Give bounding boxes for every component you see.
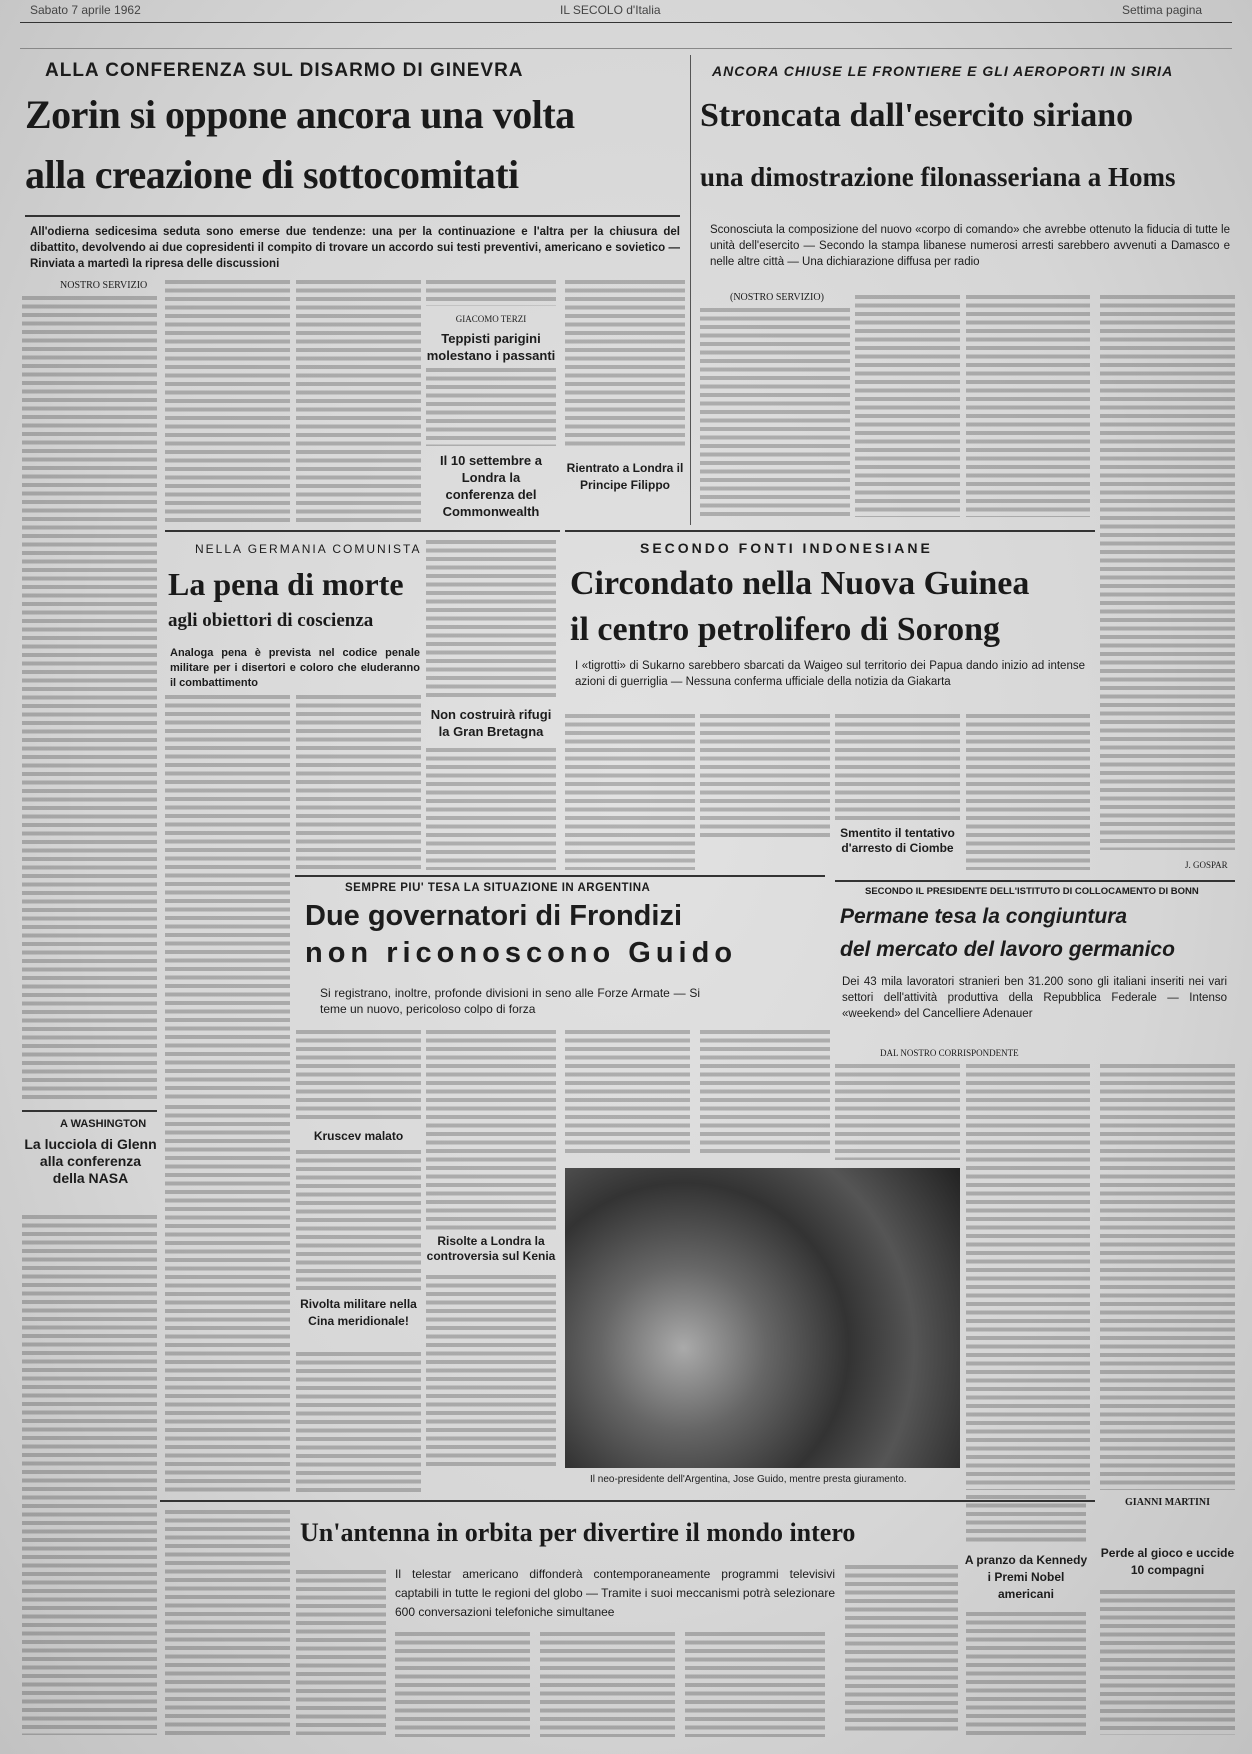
bonn-kicker: SECONDO IL PRESIDENTE DELL'ISTITUTO DI COLLOCAMENTO DI BONN	[865, 886, 1199, 897]
body-text	[165, 695, 290, 1100]
syria-byline: (NOSTRO SERVIZIO)	[730, 292, 824, 303]
rule	[20, 48, 1232, 49]
body-text	[426, 368, 556, 446]
body-text	[966, 1064, 1090, 1490]
body-text	[296, 1352, 421, 1495]
photo-caption: Il neo-presidente dell'Argentina, Jose Guido, mentre presta giuramento.	[590, 1474, 907, 1485]
argentina-summary: Si registrano, inoltre, profonde divisioni in seno alle Forze Armate — Si teme un nuovo, pericoloso colpo di forza	[320, 986, 700, 1016]
geneva-headline: Zorin si oppone ancora una volta	[25, 92, 575, 137]
rule	[160, 1500, 1095, 1502]
column-divider	[690, 55, 691, 525]
body-text	[22, 1215, 157, 1735]
body-text	[966, 1612, 1086, 1735]
bonn-byline: DAL NOSTRO CORRISPONDENTE	[880, 1048, 1019, 1058]
kenya-brief-title: Risolte a Londra la controversia sul Kenia	[426, 1234, 556, 1263]
germany-kicker: NELLA GERMANIA COMUNISTA	[195, 542, 422, 556]
indonesia-summary: I «tigrotti» di Sukarno sarebbero sbarcati da Waigeo sul territorio dei Papua dando inizio ad intense azioni di guerriglia — Nessuna conferma ufficiale della notizia da Giakarta	[575, 660, 1085, 688]
rule	[835, 880, 1235, 882]
geneva-byline: NOSTRO SERVIZIO	[60, 280, 148, 291]
guido-oath-photo	[565, 1168, 960, 1468]
rule	[25, 215, 680, 217]
syria-headline: Stroncata dall'esercito siriano	[700, 97, 1134, 134]
body-text	[565, 714, 695, 870]
kruscev-brief-title: Kruscev malato	[313, 1129, 404, 1143]
body-text	[700, 714, 830, 840]
issue-date: Sabato 7 aprile 1962	[30, 3, 141, 17]
paris-brief-title: Teppisti parigini molestano i passanti	[426, 331, 556, 363]
body-text	[966, 295, 1090, 517]
geneva-summary: All'odierna sedicesima seduta sono emerse due tendenze: una per la continuazione e l'altra per la chiusura del dibattito, devolvendo ai due copresidenti il compito di trovare un accordo sui testi preventivi, americano e sovietico — Rinviata a martedì la ripresa delle discussioni	[30, 226, 680, 270]
ciombe-brief-title: Smentito il tentativo d'arresto di Ciombe	[840, 826, 955, 855]
body-text	[1100, 1064, 1235, 1490]
body-text	[835, 1064, 960, 1160]
body-text	[700, 308, 850, 518]
syria-kicker: ANCORA CHIUSE LE FRONTIERE E GLI AEROPORTI IN SIRIA	[712, 63, 1174, 79]
martini-byline: GIANNI MARTINI	[1125, 1497, 1210, 1508]
washington-headline-line: della NASA	[52, 1170, 129, 1186]
syria-summary: Sconosciuta la composizione del nuovo «corpo di comando» che avrebbe ottenuto la fiducia di tutte le unità dell'esercito — Secondo la stampa libanese numerosi arresti sarebbero avvenuti a Damasco e nelle altre città — Una dichiarazione diffusa per radio	[710, 224, 1230, 268]
rule	[22, 1110, 157, 1112]
rule	[565, 530, 1095, 532]
telstar-headline: Un'antenna in orbita per divertire il mondo intero	[300, 1518, 856, 1547]
philip-brief-title: Rientrato a Londra il Principe Filippo	[566, 461, 684, 492]
body-text	[565, 280, 685, 450]
indonesia-headline: Circondato nella Nuova Guinea	[570, 565, 1030, 602]
indonesia-kicker: SECONDO FONTI INDONESIANE	[640, 540, 933, 556]
bonn-headline: Permane tesa la congiuntura	[840, 905, 1128, 928]
masthead-rule	[20, 22, 1232, 23]
washington-kicker: A WASHINGTON	[60, 1118, 147, 1130]
body-text	[565, 1030, 690, 1155]
body-text	[540, 1632, 675, 1737]
body-text	[165, 1510, 290, 1735]
bonn-summary: Dei 43 mila lavoratori stranieri ben 31.200 sono gli italiani inseriti nei vari settori dell'attività produttiva della Repubblica Federale — Intenso «weekend» del Cancelliere Adenauer	[842, 976, 1227, 1020]
body-text	[22, 296, 157, 1100]
commonwealth-brief-title: Il 10 settembre a Londra la conferenza del Commonwealth	[440, 453, 542, 519]
china-brief-title: Rivolta militare nella Cina meridionale!	[300, 1297, 417, 1328]
body-text	[426, 1275, 556, 1470]
body-text	[426, 540, 556, 700]
washington-headline-line: La lucciola di Glenn	[24, 1136, 157, 1152]
geneva-kicker: ALLA CONFERENZA SUL DISARMO DI GINEVRA	[45, 60, 524, 81]
body-text	[966, 714, 1090, 870]
body-text	[426, 748, 556, 870]
newspaper-name: IL SECOLO d'Italia	[560, 3, 661, 17]
kennedy-brief-title: A pranzo da Kennedy i Premi Nobel americani	[964, 1553, 1088, 1601]
body-text	[835, 714, 960, 820]
body-text	[165, 1105, 290, 1495]
body-text	[426, 1030, 556, 1230]
body-text	[296, 1570, 386, 1735]
body-text	[1100, 1590, 1235, 1735]
body-text	[426, 280, 556, 306]
body-text	[855, 295, 960, 517]
gospar-byline: J. GOSPAR	[1185, 860, 1228, 870]
germany-headline-2: agli obiettori di coscienza	[168, 610, 374, 631]
body-text	[1100, 295, 1235, 850]
rule	[165, 530, 560, 532]
germany-summary: Analoga pena è prevista nel codice penale militare per i disertori e coloro che eluderanno il combattimento	[170, 647, 420, 689]
argentina-headline-2: non riconoscono Guido	[305, 937, 738, 969]
rule	[295, 875, 825, 877]
argentina-headline: Due governatori di Frondizi	[305, 900, 683, 932]
page-label: Settima pagina	[1122, 3, 1203, 17]
body-text	[845, 1565, 958, 1735]
body-text	[966, 1495, 1086, 1545]
germany-headline: La pena di morte	[168, 566, 404, 602]
syria-headline-2: una dimostrazione filonasseriana a Homs	[700, 162, 1176, 192]
telstar-summary: Il telestar americano diffonderà contemporaneamente programmi televisivi captabili in tutte le regioni del globo — Tramite i suoi meccanismi potrà selezionare 600 conversazioni telefoniche simultanee	[395, 1567, 835, 1619]
body-text	[395, 1632, 530, 1737]
bonn-headline-2: del mercato del lavoro germanico	[840, 938, 1175, 961]
indonesia-headline-2: il centro petrolifero di Sorong	[570, 611, 1001, 648]
shelters-brief-title: Non costruirà rifugi la Gran Bretagna	[430, 707, 552, 739]
body-text	[685, 1632, 825, 1737]
body-text	[700, 1030, 830, 1155]
paris-author: GIACOMO TERZI	[455, 314, 527, 324]
body-text	[296, 1030, 421, 1120]
washington-headline	[18, 1136, 163, 1187]
geneva-headline-2: alla creazione di sottocomitati	[25, 152, 519, 197]
body-text	[296, 695, 421, 870]
argentina-kicker: SEMPRE PIU' TESA LA SITUAZIONE IN ARGENTINA	[345, 882, 651, 894]
body-text	[296, 280, 421, 522]
gamble-brief-title: Perde al gioco e uccide 10 compagni	[1100, 1546, 1235, 1577]
washington-headline-line: alla conferenza	[39, 1153, 142, 1169]
body-text	[296, 1150, 421, 1290]
body-text	[165, 280, 290, 522]
